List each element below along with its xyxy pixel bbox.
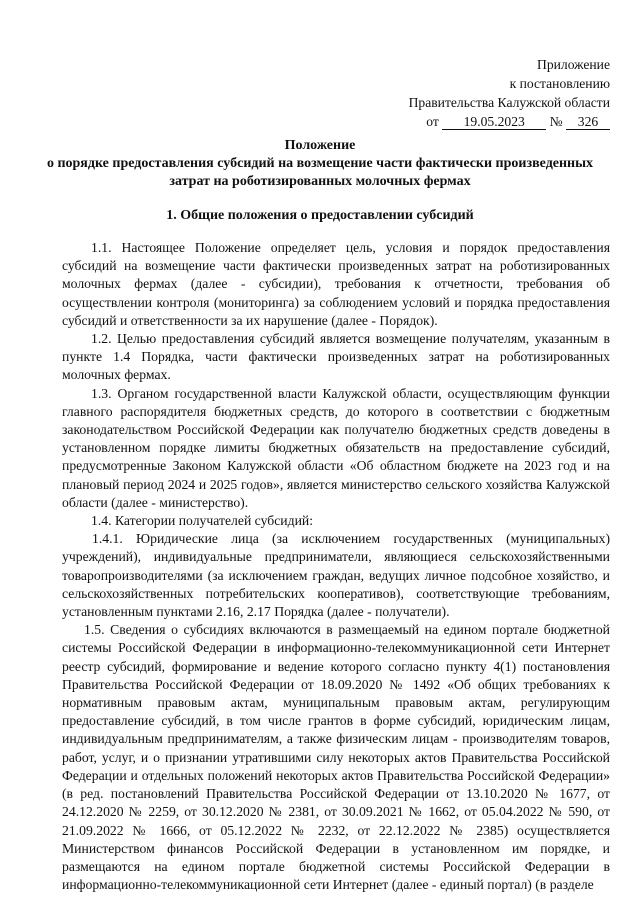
resolution-label: к постановлению (509, 76, 610, 91)
title-line-3: затрат на роботизированных молочных фермах (169, 174, 471, 189)
from-label: от (426, 114, 439, 129)
paragraph-1-1: 1.1. Настоящее Положение определяет цель, условия и порядок предоставления субсидий на возмещение части фактически произведенных затрат на роботизированных молочных фермах (далее - субсидии), требования к отчетности, требования об осуществлении контроля (мониторинга) за соблюдением условий и порядка предоставления субсидий и ответственности за их нарушение (далее - Порядок). (62, 240, 610, 328)
title-line-2: о порядке предоставления субсидий на возмещение части фактически произведенных (46, 156, 594, 171)
paragraph-1-5: 1.5. Сведения о субсидиях включаются в размещаемый на едином портале бюджетной системы Российской Федерации в информационно-телекоммуникационной сети Интернет реестр субсидий, формирование и ведение которого согласно пункту 4(1) постановления Правительства Российской Федерации от 18.09.2020 № 1492 «Об общих требованиях к нормативным правовым актам, муниципальным правовым актам, регулирующим предоставление субсидий, в том числе грантов в форме субсидий, юридическим лицам, индивидуальным предпринимателям, а также физическим лицам - производителям товаров, работ, услуг, и о признании утратившими силу некоторых актов Правительства Российской Федерации и отдельных положений некоторых актов Правительства Российской Федерации» (в ред. постановлений Правительства Российской Федерации от 13.10.2020 № 1677, от 24.12.2020 № 2259, от 30.12.2020 № 2381, от 30.09.2021 № 1662, от 05.04.2022 № 590, от 21.09.2022 № 1666, от 05.12.2022 № 2232, от 22.12.2022 № 2385) осуществляется Министерством финансов Российской Федерации в установленном им порядке, и размещаются на едином портале бюджетной системы Российской Федерации в информационно-телекоммуникационной сети Интернет (далее - единый портал) (в разделе (62, 622, 610, 893)
section-heading: 1. Общие положения о предоставлении субсидий (166, 208, 474, 223)
date-number-line (380, 112, 610, 131)
paragraph-1-4-1: 1.4.1. Юридические лица (за исключением государственных (муниципальных) учреждений), индивидуальные предприниматели, являющиеся сельскохозяйственными товаропроизводителями (за исключением граждан, ведущих личное подсобное хозяйство, и сельскохозяйственных потребительских кооперативов), соответствующие требованиям, установленным пунктами 2.16, 2.17 Порядка (далее - получатели). (62, 531, 610, 620)
paragraph-1-3: 1.3. Органом государственной власти Калужской области, осуществляющим функции главного распорядителя бюджетных средств, до которого в соответствии с бюджетным законодательством Российской Федерации как получателю бюджетных средств доведены в установленном порядке лимиты бюджетных обязательств на предоставление субсидий, предусмотренные Законом Калужской области «Об областном бюджете на 2023 год и на плановый период 2024 и 2025 годов», является министерство сельского хозяйства Калужской области (далее - министерство). (62, 385, 610, 510)
paragraph-1-2: 1.2. Целью предоставления субсидий является возмещение получателям, указанным в пункте 1.4 Порядка, части фактически произведенных затрат на роботизированных молочных фермах. (62, 331, 610, 383)
resolution-number: 326 (566, 115, 610, 130)
government-label: Правительства Калужской области (408, 95, 610, 110)
paragraph-1-4: 1.4. Категории получателей субсидий: (91, 513, 314, 529)
number-label: № (549, 114, 563, 129)
resolution-date: 19.05.2023 (442, 115, 546, 130)
document-title (30, 137, 610, 191)
appendix-label: Приложение (537, 57, 610, 72)
title-line-1: Положение (284, 138, 356, 153)
appendix-header (380, 55, 610, 131)
document-body (62, 239, 610, 894)
